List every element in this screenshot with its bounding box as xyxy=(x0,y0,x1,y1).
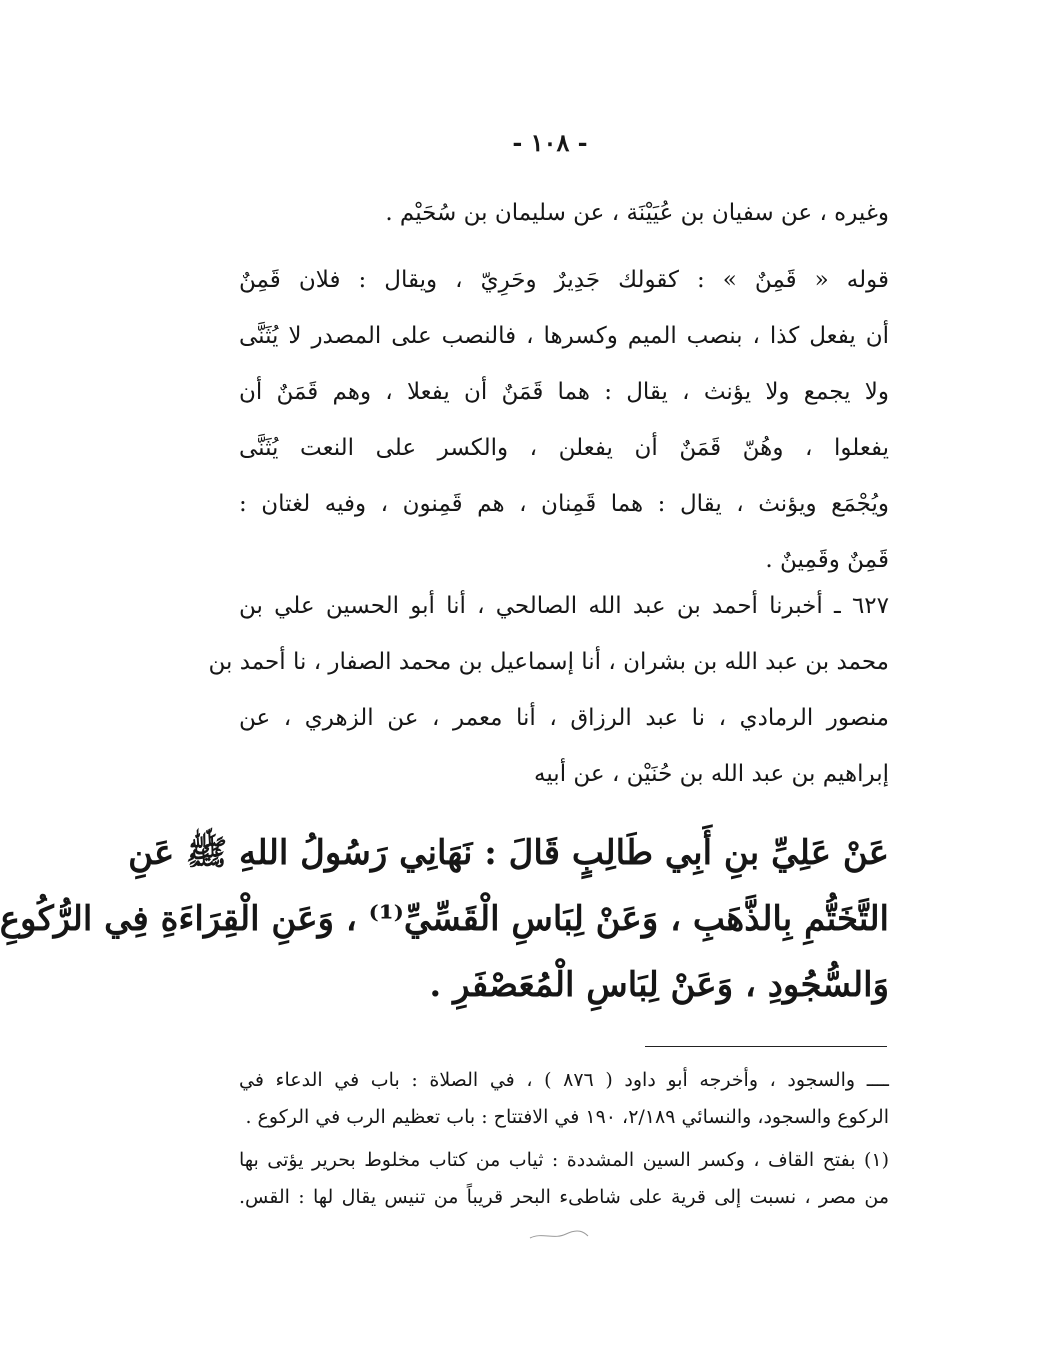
footnote-line: الركوع والسجود، والنسائي ٢/١٨٩، ١٩٠ في الافتتاح : باب تعظيم الرب في الركوع . xyxy=(245,1106,889,1128)
text-line: وَالسُّجُودِ ، وَعَنْ لِبَاسِ الْمُعَصْفَرِ . xyxy=(429,965,889,1005)
footnote-line: من مصر ، نسبت إلى قرية على شاطىء البحر قريباً من تنيس يقال لها : القس. xyxy=(239,1186,889,1208)
page-number: - ١٠٨ - xyxy=(512,128,588,157)
footnote-separator xyxy=(645,1046,887,1047)
text-line: قَمِنٌ وقَمِينٌ . xyxy=(765,547,889,573)
text-line: أن يفعل كذا ، بنصب الميم وكسرها ، فالنصب على المصدر لا يُثَنَّى xyxy=(239,323,889,349)
ink-smudge xyxy=(528,1228,590,1242)
footnote-line: (١) بفتح القاف ، وكسر السين المشددة : ثياب من كتاب مخلوط بحرير يؤتى بها xyxy=(239,1149,889,1171)
text-line: ويُجْمَع ويؤنث ، يقال : هما قَمِنان ، هم قَمِنون ، وفيه لغتان : xyxy=(239,491,889,517)
text-line: إبراهيم بن عبد الله بن حُنَيْن ، عن أبيه xyxy=(534,761,889,787)
text-line: وغيره ، عن سفيان بن عُيَيْنَة ، عن سليمان بن سُحَيْم . xyxy=(385,200,889,226)
continuation-paragraph xyxy=(239,185,889,241)
text-line: عَنْ عَلِيِّ بنِ أَبِي طَالِبٍ قَالَ : نَهَانِي رَسُولُ اللهِ ﷺ عَنِ xyxy=(128,833,889,873)
text-line: قوله « قَمِنٌ » : كقولك جَدِيرٌ وحَرِيّ ، ويقال : فلان قَمِنٌ xyxy=(239,267,889,293)
isnad-paragraph xyxy=(208,578,889,802)
text-line: ٦٢٧ ـ أخبرنا أحمد بن عبد الله الصالحي ، أنا أبو الحسين علي بن xyxy=(239,593,889,619)
footnotes xyxy=(239,1062,889,1216)
gloss-paragraph xyxy=(239,252,889,588)
text-line: ولا يجمع ولا يؤنث ، يقال : هما قَمَنٌ أن يفعلا ، وهم قَمَنٌ أن xyxy=(239,379,889,405)
footnote-line: ــــ والسجود ، وأخرجه أبو داود ( ٨٧٦ ) ، في الصلاة : باب في الدعاء في xyxy=(239,1069,889,1091)
text-line: محمد بن عبد الله بن بشران ، أنا إسماعيل بن محمد الصفار ، نا أحمد بن xyxy=(208,649,889,675)
text-line: التَّخَتُّمِ بِالذَّهَبِ ، وَعَنْ لِبَاسِ الْقَسِّيِّ⁽¹⁾ ، وَعَنِ الْقِرَاءَةِ فِي الرُّكُوعِ xyxy=(0,899,889,939)
text-line: منصور الرمادي ، نا عبد الرزاق ، أنا معمر ، عن الزهري ، عن xyxy=(239,705,889,731)
text-line: يفعلوا ، وهُنّ قَمَنٌ أن يفعلن ، والكسر على النعت يُثَنَّى xyxy=(239,435,889,461)
hadith-matn xyxy=(0,820,889,1018)
